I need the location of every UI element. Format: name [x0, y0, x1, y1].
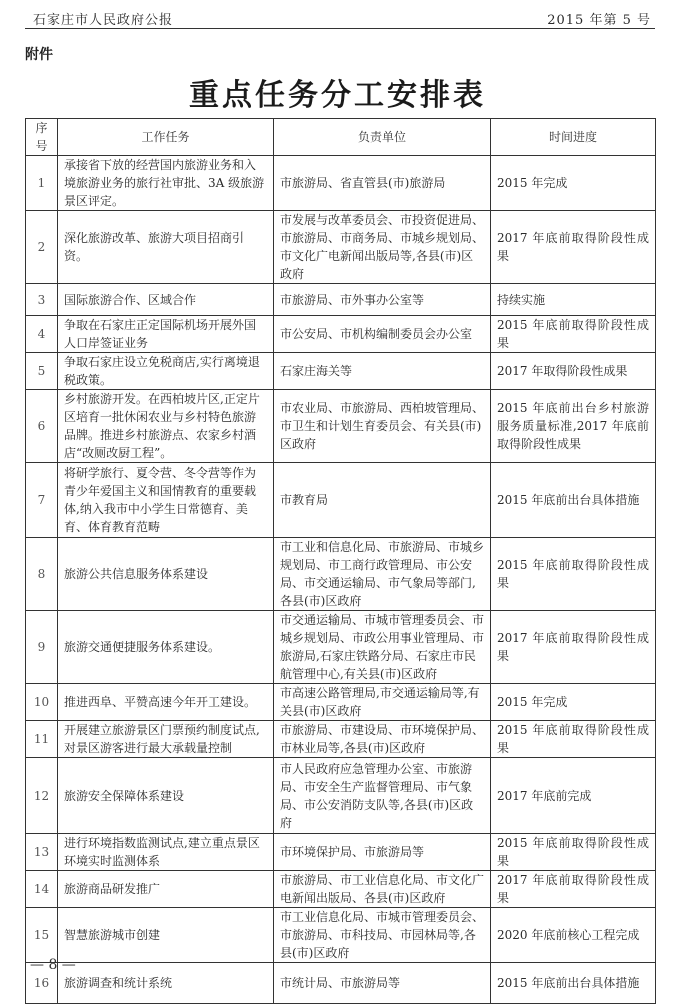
running-header: [25, 6, 655, 29]
row-number: 2: [26, 211, 58, 284]
unit-cell: 市环境保护局、市旅游局等: [274, 834, 491, 871]
row-number: 10: [26, 684, 58, 721]
row-number: 3: [26, 284, 58, 316]
time-cell: 持续实施: [491, 284, 656, 316]
time-cell: 2017 年底前完成: [491, 758, 656, 834]
row-number: 12: [26, 758, 58, 834]
time-cell: 2015 年底前出台具体措施: [491, 963, 656, 1004]
task-cell: 乡村旅游开发。在西柏坡片区,正定片区培育一批休闲农业与乡村特色旅游品牌。推进乡村旅游点、农家乡村酒店“改厕改厨工程”。: [58, 390, 274, 463]
row-number: 7: [26, 463, 58, 538]
table-row: [26, 390, 656, 463]
unit-cell: 市农业局、市旅游局、西柏坡管理局、市卫生和计划生育委员会、有关县(市)区政府: [274, 390, 491, 463]
task-cell: 国际旅游合作、区域合作: [58, 284, 274, 316]
time-cell: 2015 年底前取得阶段性成果: [491, 316, 656, 353]
time-cell: 2015 年完成: [491, 156, 656, 211]
row-number: 9: [26, 611, 58, 684]
row-number: 1: [26, 156, 58, 211]
row-number: 6: [26, 390, 58, 463]
time-cell: 2017 年取得阶段性成果: [491, 353, 656, 390]
task-cell: 承接省下放的经营国内旅游业务和入境旅游业务的旅行社审批、3A 级旅游景区评定。: [58, 156, 274, 211]
unit-cell: 市工业和信息化局、市旅游局、市城乡规划局、市工商行政管理局、市公安局、市交通运输局、市气象局等部门,各县(市)区政府: [274, 538, 491, 611]
table-row: [26, 353, 656, 390]
task-cell: 推进西阜、平赞高速今年开工建设。: [58, 684, 274, 721]
table-header-row: [26, 119, 656, 156]
time-cell: 2017 年底前取得阶段性成果: [491, 611, 656, 684]
table-row: [26, 316, 656, 353]
task-cell: 争取石家庄设立免税商店,实行离境退税政策。: [58, 353, 274, 390]
row-number: 5: [26, 353, 58, 390]
header-time: 时间进度: [491, 119, 656, 156]
table-row: [26, 211, 656, 284]
unit-cell: 市高速公路管理局,市交通运输局等,有关县(市)区政府: [274, 684, 491, 721]
task-cell: 争取在石家庄正定国际机场开展外国人口岸签证业务: [58, 316, 274, 353]
task-cell: 旅游调查和统计系统: [58, 963, 274, 1004]
time-cell: 2017 年底前取得阶段性成果: [491, 871, 656, 908]
table-row: [26, 758, 656, 834]
task-cell: 智慧旅游城市创建: [58, 908, 274, 963]
attachment-label: 附件: [25, 47, 53, 63]
page-number: — 8 —: [30, 957, 76, 973]
table-row: [26, 871, 656, 908]
task-cell: 深化旅游改革、旅游大项目招商引资。: [58, 211, 274, 284]
task-assignment-table: [25, 118, 656, 1004]
time-cell: 2015 年底前出台乡村旅游服务质量标准,2017 年底前取得阶段性成果: [491, 390, 656, 463]
header-unit: 负责单位: [274, 119, 491, 156]
time-cell: 2015 年完成: [491, 684, 656, 721]
table-row: [26, 963, 656, 1004]
unit-cell: 市旅游局、省直管县(市)旅游局: [274, 156, 491, 211]
time-cell: 2015 年底前取得阶段性成果: [491, 834, 656, 871]
row-number: 11: [26, 721, 58, 758]
publication-name: 石家庄市人民政府公报: [33, 13, 174, 28]
row-number: 4: [26, 316, 58, 353]
unit-cell: 市交通运输局、市城市管理委员会、市城乡规划局、市政公用事业管理局、市旅游局,石家庄铁路分局、石家庄市民航管理中心,有关县(市)区政府: [274, 611, 491, 684]
table-row: [26, 611, 656, 684]
task-cell: 旅游交通便捷服务体系建设。: [58, 611, 274, 684]
task-cell: 旅游安全保障体系建设: [58, 758, 274, 834]
task-cell: 开展建立旅游景区门票预约制度试点,对景区游客进行最大承载量控制: [58, 721, 274, 758]
table-row: [26, 156, 656, 211]
unit-cell: 市公安局、市机构编制委员会办公室: [274, 316, 491, 353]
time-cell: 2017 年底前取得阶段性成果: [491, 211, 656, 284]
time-cell: 2015 年底前取得阶段性成果: [491, 538, 656, 611]
header-number: 序号: [26, 119, 58, 156]
row-number: 14: [26, 871, 58, 908]
header-task: 工作任务: [58, 119, 274, 156]
task-cell: 旅游商品研发推广: [58, 871, 274, 908]
unit-cell: 石家庄海关等: [274, 353, 491, 390]
unit-cell: 市发展与改革委员会、市投资促进局、市旅游局、市商务局、市城乡规划局、市文化广电新闻出版局等,各县(市)区政府: [274, 211, 491, 284]
table-row: [26, 908, 656, 963]
unit-cell: 市旅游局、市建设局、市环境保护局、市林业局等,各县(市)区政府: [274, 721, 491, 758]
task-cell: 旅游公共信息服务体系建设: [58, 538, 274, 611]
time-cell: 2015 年底前出台具体措施: [491, 463, 656, 538]
row-number: 8: [26, 538, 58, 611]
task-cell: 将研学旅行、夏令营、冬令营等作为青少年爱国主义和国情教育的重要载体,纳入我市中小学生日常德育、美育、体育教育范畴: [58, 463, 274, 538]
table-row: [26, 684, 656, 721]
row-number: 15: [26, 908, 58, 963]
row-number: 16: [26, 963, 58, 1004]
document-title: 重点任务分工安排表: [189, 78, 486, 113]
table-row: [26, 834, 656, 871]
row-number: 13: [26, 834, 58, 871]
table-row: [26, 538, 656, 611]
unit-cell: 市旅游局、市工业信息化局、市文化广电新闻出版局、各县(市)区政府: [274, 871, 491, 908]
task-cell: 进行环境指数监测试点,建立重点景区环境实时监测体系: [58, 834, 274, 871]
unit-cell: 市统计局、市旅游局等: [274, 963, 491, 1004]
time-cell: 2020 年底前核心工程完成: [491, 908, 656, 963]
table-row: [26, 463, 656, 538]
table-row: [26, 284, 656, 316]
time-cell: 2015 年底前取得阶段性成果: [491, 721, 656, 758]
unit-cell: 市旅游局、市外事办公室等: [274, 284, 491, 316]
issue-number: 2015 年第 5 号: [547, 13, 651, 28]
unit-cell: 市教育局: [274, 463, 491, 538]
table-row: [26, 721, 656, 758]
unit-cell: 市工业信息化局、市城市管理委员会、市旅游局、市科技局、市园林局等,各县(市)区政府: [274, 908, 491, 963]
unit-cell: 市人民政府应急管理办公室、市旅游局、市安全生产监督管理局、市气象局、市公安消防支队等,各县(市)区政府: [274, 758, 491, 834]
